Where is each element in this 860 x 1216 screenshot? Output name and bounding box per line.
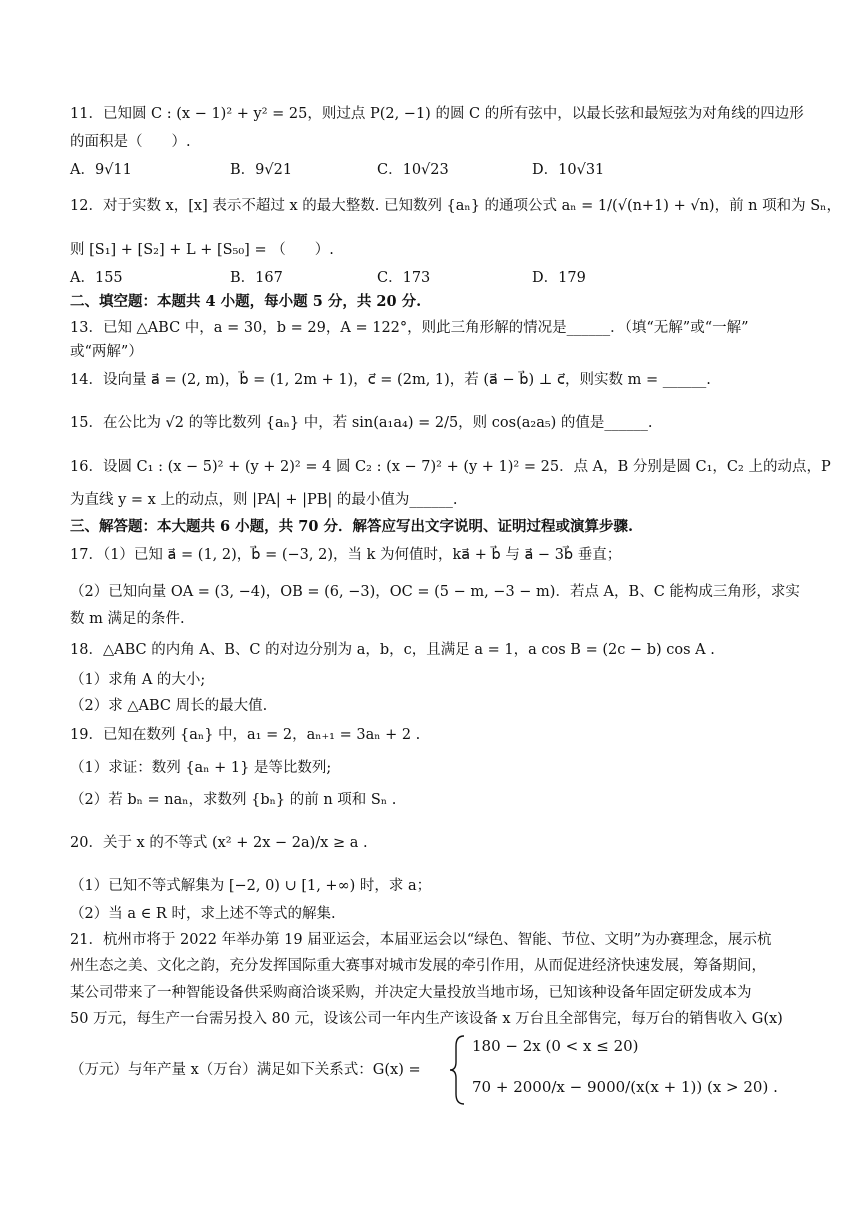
section-2-heading: 二、填空题：本题共 4 小题，每小题 5 分，共 20 分.	[70, 293, 422, 310]
q20-stem: 20．关于 x 的不等式 (x² + 2x − 2a)/x ≥ a .	[70, 835, 368, 851]
piecewise-brace	[448, 1034, 470, 1106]
q21-line1: 21．杭州市将于 2022 年举办第 19 届亚运会，本届亚运会以“绿色、智能、节位、文明”为办赛理念，展示杭	[70, 932, 772, 948]
q16-line2: 为直线 y = x 上的动点，则 |PA| + |PB| 的最小值为______.	[70, 492, 458, 508]
q17-part2-line2: 数 m 满足的条件.	[70, 611, 185, 627]
q21-line4: 50 万元，每生产一台需另投入 80 元，设该公司一年内生产该设备 x 万台且全部售完，每万台的销售收入 G(x)	[70, 1011, 783, 1027]
q12-options	[70, 268, 586, 288]
q12-option-a: A．155	[70, 270, 123, 286]
q12-option-c: C．173	[377, 270, 431, 286]
q16-line1: 16．设圆 C₁ : (x − 5)² + (y + 2)² = 4 圆 C₂ : (x − 7)² + (y + 1)² = 25．点 A，B 分别是圆 C₁，C₂ 上的动点，P	[70, 459, 831, 475]
q12-stem-line1: 12．对于实数 x，[x] 表示不超过 x 的最大整数. 已知数列 {aₙ} 的通项公式 aₙ = 1/(√(n+1) + √n)，前 n 项和为 Sₙ，	[70, 198, 841, 214]
q17-part2-line1: （2）已知向量 OA = (3, −4)，OB = (6, −3)，OC = (5 − m, −3 − m)．若点 A，B、C 能构成三角形，求实	[70, 584, 800, 600]
q11-stem-line2: 的面积是（ ）.	[70, 134, 191, 150]
q21-line2: 州生态之美、文化之韵，充分发挥国际重大赛事对城市发展的牵引作用，从而促进经济快速发展，筹备期间，	[70, 958, 766, 974]
q11-stem-line1: 11．已知圆 C : (x − 1)² + y² = 25，则过点 P(2, −1) 的圆 C 的所有弦中，以最长弦和最短弦为对角线的四边形	[70, 106, 804, 122]
q19-part1: （1）求证：数列 {aₙ + 1} 是等比数列;	[70, 760, 332, 776]
q21-line3: 某公司带来了一种智能设备供采购商洽谈采购，并决定大量投放当地市场，已知该种设备年固定研发成本为	[70, 985, 752, 1001]
piecewise-case-1: 180 − 2x (0 < x ≤ 20)	[472, 1037, 639, 1055]
q18-part1: （1）求角 A 的大小;	[70, 672, 206, 688]
q11-option-d: D．10√31	[532, 162, 605, 178]
q12-option-b: B．167	[230, 270, 283, 286]
q18-stem: 18．△ABC 的内角 A、B、C 的对边分别为 a，b，c，且满足 a = 1，a cos B = (2c − b) cos A .	[70, 642, 715, 658]
q11-option-c: C．10√23	[377, 162, 449, 178]
q13-line2: 或“两解”）	[70, 344, 143, 360]
q19-stem: 19．已知在数列 {aₙ} 中，a₁ = 2，aₙ₊₁ = 3aₙ + 2 .	[70, 727, 421, 743]
q20-part2: （2）当 a ∈ R 时，求上述不等式的解集.	[70, 906, 336, 922]
q17-part1: 17．（1）已知 a⃗ = (1, 2)，b⃗ = (−3, 2)，当 k 为何值时，ka⃗ + b⃗ 与 a⃗ − 3b⃗ 垂直；	[70, 547, 622, 563]
q18-part2: （2）求 △ABC 周长的最大值.	[70, 698, 268, 714]
q19-part2: （2）若 bₙ = naₙ，求数列 {bₙ} 的前 n 项和 Sₙ .	[70, 792, 397, 808]
q13-line1: 13．已知 △ABC 中，a = 30，b = 29，A = 122°，则此三角形解的情况是______．（填“无解”或“一解”	[70, 320, 749, 336]
q11-option-a: A．9√11	[70, 162, 132, 178]
q14: 14．设向量 a⃗ = (2, m)，b⃗ = (1, 2m + 1)，c⃗ = (2m, 1)，若 (a⃗ − b⃗) ⊥ c⃗，则实数 m = ______.	[70, 372, 711, 388]
q21-line5: （万元）与年产量 x（万台）满足如下关系式：G(x) =	[70, 1062, 421, 1078]
q12-option-d: D．179	[532, 270, 586, 286]
piecewise-case-2: 70 + 2000/x − 9000/(x(x + 1)) (x > 20) .	[472, 1078, 778, 1096]
q15: 15．在公比为 √2 的等比数列 {aₙ} 中，若 sin(a₁a₄) = 2/5，则 cos(a₂a₅) 的值是______.	[70, 415, 653, 431]
q12-stem-line2: 则 [S₁] + [S₂] + L + [S₅₀] = （ ）.	[70, 242, 334, 258]
q11-option-b: B．9√21	[230, 162, 293, 178]
section-3-heading: 三、解答题：本大题共 6 小题，共 70 分．解答应写出文字说明、证明过程或演算步骤.	[70, 518, 634, 535]
q11-options	[70, 160, 604, 180]
q20-part1: （1）已知不等式解集为 [−2, 0) ∪ [1, +∞) 时，求 a；	[70, 878, 432, 894]
